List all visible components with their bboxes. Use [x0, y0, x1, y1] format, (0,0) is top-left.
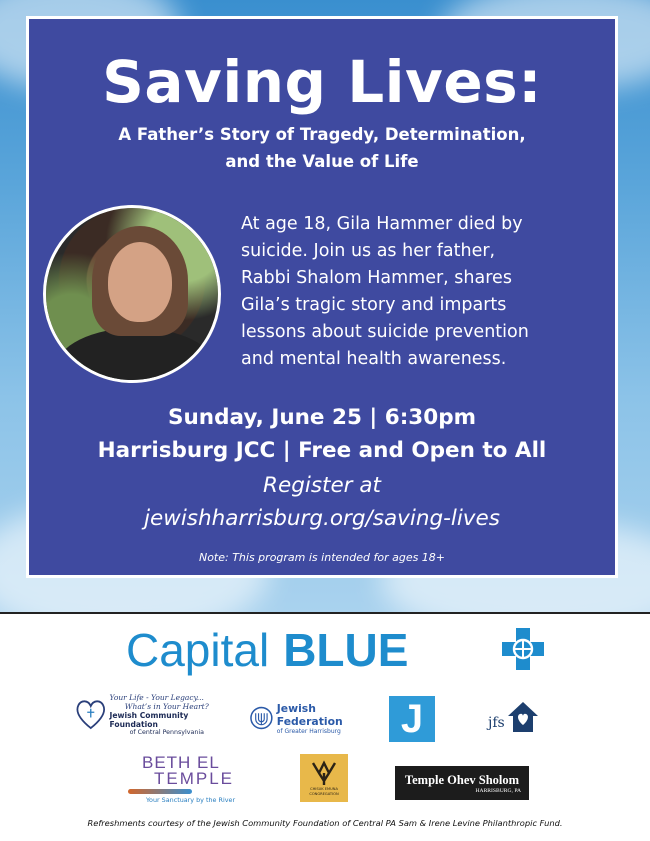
register-link[interactable]: jewishharrisburg.org/saving-lives — [144, 506, 500, 531]
event-panel — [26, 16, 618, 578]
capital-word: Capital — [126, 624, 270, 676]
jfs-text: jfs — [488, 715, 505, 731]
jcf-logo — [74, 690, 224, 738]
temple-ohev-sholom-logo — [395, 766, 529, 800]
federation-name: Jewish Federation — [276, 701, 343, 728]
subtitle-line-2: and the Value of Life — [225, 152, 419, 171]
chisuk-emuna-text: CHISUK EMUNA CONGREGATION — [309, 787, 339, 796]
description-line: lessons about suicide prevention — [241, 322, 529, 342]
tree-icon — [310, 759, 338, 787]
chisuk-emuna-logo — [300, 754, 348, 802]
subtitle-line-1: A Father’s Story of Tragedy, Determination, — [118, 125, 526, 144]
register-label: Register at — [263, 473, 381, 498]
temple-word: TEMPLE — [154, 768, 235, 788]
description-line: Gila’s tragic story and imparts — [241, 295, 507, 315]
description-line: Rabbi Shalom Hammer, shares — [241, 268, 512, 288]
house-icon — [505, 699, 541, 735]
federation-subtitle: of Greater Harrisburg — [276, 727, 341, 735]
ohev-sholom-name: Temple Ohev Sholom — [404, 772, 520, 787]
event-date: Sunday, June 25 | 6:30pm — [167, 405, 477, 430]
blue-word: BLUE — [283, 624, 409, 676]
federation-logo — [250, 701, 380, 735]
jcc-letter: J — [400, 697, 424, 741]
event-subtitle — [49, 121, 595, 175]
description-line: At age 18, Gila Hammer died by — [241, 214, 523, 234]
heart-icon — [74, 694, 108, 734]
section-divider — [0, 612, 650, 614]
jcf-tagline-1: Your Life - Your Legacy... — [109, 692, 204, 702]
beth-el-logo — [124, 754, 254, 804]
capital-blue-logo — [126, 620, 408, 680]
jcf-name-2: of Central Pennsylvania — [129, 728, 204, 736]
refreshments-credit: Refreshments courtesy of the Jewish Community Foundation of Central PA Sam & Irene Levine Philanthropic Fund. — [87, 818, 563, 828]
age-note: Note: This program is intended for ages 18+ — [198, 551, 446, 564]
event-description — [241, 211, 581, 373]
speaker-photo — [43, 205, 221, 383]
event-location: Harrisburg JCC | Free and Open to All — [97, 438, 547, 463]
ohev-sholom-city: HARRISBURG, PA — [475, 787, 521, 794]
blue-cross-icon — [500, 626, 546, 672]
beth-el-tagline: Your Sanctuary by the River — [146, 795, 236, 804]
beth-el-word: BETH EL — [142, 752, 220, 772]
jfs-logo — [488, 698, 552, 736]
menorah-icon — [250, 706, 273, 730]
jcf-tagline-2: What’s in Your Heart? — [124, 701, 209, 711]
description-line: suicide. Join us as her father, — [241, 241, 496, 261]
description-line: and mental health awareness. — [241, 349, 507, 369]
jcf-name-1: Jewish Community Foundation — [109, 710, 189, 729]
jcc-logo — [389, 696, 435, 742]
event-title: Saving Lives: — [102, 48, 542, 116]
